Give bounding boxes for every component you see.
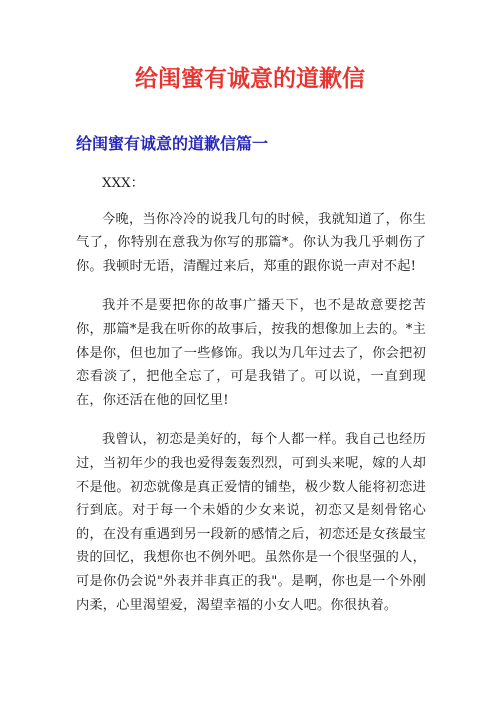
- salutation: XXX：: [102, 176, 145, 191]
- paragraph-2: 我并不是要把你的故事广播天下，也不是故意要挖苦你，那篇*是我在听你的故事后，按我的想像加上去的。*主体是你，但也加了一些修饰。我以为几年过去了，你会把初恋看淡了，把他全忘了，可是我错了。可以说，一直到现在，你还活在他的回忆里!: [76, 298, 426, 408]
- paragraph-1: 今晚，当你冷冷的说我几句的时候，我就知道了，你生气了，你特别在意我为你写的那篇*。你认为我几乎刺伤了你。我顿时无语，清醒过来后，郑重的跟你说一声对不起!: [76, 211, 426, 274]
- document-title: 给闺蜜有诚意的道歉信: [135, 66, 365, 92]
- paragraph-3: 我曾认，初恋是美好的，每个人都一样。我自己也经历过，当初年少的我也爱得轰轰烈烈，可到头来呢，嫁的人却不是他。初恋就像是真正爱情的铺垫，极少数人能将初恋进行到底。对于每一个未婚的少女来说，初恋又是刻骨铭心的，在没有重遇到另一段新的感情之后，初恋还是女孩最宝贵的回忆，我想你也不例外吧。虽然你是一个很坚强的人，可是你仍会说"外表并非真正的我"。是啊，你也是一个外刚内柔，心里渴望爱，渴望幸福的小女人吧。你很执着。: [76, 432, 426, 613]
- section-heading: 给闺蜜有诚意的道歉信篇一: [76, 134, 269, 153]
- letter-body: [76, 172, 426, 631]
